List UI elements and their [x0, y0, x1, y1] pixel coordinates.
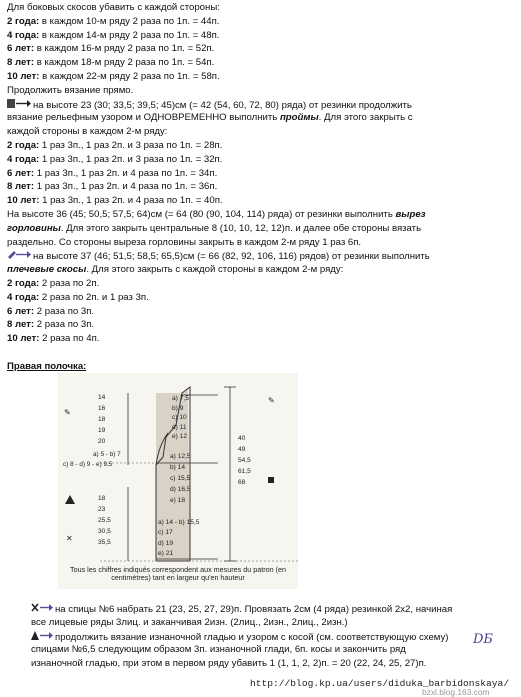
- text-segment: 1 раз 3п., 1 раз 2п. и 3 раза по 1п. = 32п.: [39, 153, 223, 165]
- square-arrow-icon: [7, 99, 31, 112]
- text-segment: в каждом 16-м ряду 2 раза по 1п. = 52п.: [34, 43, 215, 55]
- footer-url[interactable]: http://blog.kp.ua/users/diduka_barbidonskaya/: [250, 678, 510, 689]
- text-line: [7, 319, 512, 333]
- text-segment: вырез: [395, 208, 426, 220]
- schematic-caption: Tous les chiffres indiqués correspondent aux mesures du patron (en centimètres) tant en largeur qu'en hauteur: [69, 565, 286, 583]
- text-segment: 1 раз 3п., 1 раз 2п. и 4 раза по 1п. = 34п.: [34, 167, 218, 179]
- schematic-label: 19: [98, 427, 106, 434]
- schematic-label: d) 19: [158, 539, 174, 547]
- text-line: [7, 71, 512, 85]
- text-line: [7, 140, 512, 154]
- text-segment: все лицевые ряды 3лиц. и заканчивая 2изн. (2лиц., 2изн., 2лиц., 2изн.): [31, 616, 348, 628]
- text-segment: 6 лет:: [7, 167, 35, 179]
- schematic-label: 68: [238, 479, 246, 486]
- text-segment: 8 лет:: [7, 57, 35, 69]
- schematic-label: d) 16,5: [170, 486, 191, 493]
- text-line: [7, 154, 512, 168]
- text-line: [7, 209, 512, 223]
- text-line: [7, 181, 512, 195]
- pattern-schematic: [58, 373, 298, 589]
- schematic-label: 61,5: [238, 468, 251, 475]
- schematic-label: 40: [238, 435, 246, 442]
- pencil-arrow-icon: [7, 250, 31, 263]
- schematic-label: 16: [98, 405, 106, 412]
- text-segment: 2 года:: [7, 277, 40, 289]
- text-line: [31, 658, 511, 672]
- text-segment: 2 раза по 2п. и 1 раз 3п.: [39, 291, 149, 303]
- text-segment: Продолжить вязание прямо.: [7, 84, 134, 96]
- instructions-top: [7, 2, 512, 375]
- text-line: [7, 237, 512, 251]
- text-line: [7, 2, 512, 16]
- text-line: [7, 347, 512, 361]
- schematic-label: d) 11: [172, 423, 187, 431]
- text-segment: На высоте 36 (45; 50,5; 57,5; 64)см (= 64 (80 (90, 104, 114) ряда) от резинки выполнить: [7, 208, 396, 220]
- schematic-label: a) 12,5: [170, 453, 191, 460]
- text-segment: 2 раза по 3п.: [34, 319, 95, 331]
- text-segment: раздельно. Со стороны выреза горловины закрыть в каждом 2-м ряду 1 раз 6п.: [7, 236, 362, 248]
- schematic-label: 25,5: [98, 517, 111, 524]
- triangle-marker-icon: [65, 495, 75, 504]
- text-segment: проймы: [279, 112, 319, 124]
- text-segment: . Для этого закрыть с каждой стороны в каждом 2-м ряду:: [86, 264, 344, 276]
- text-segment: 4 года:: [7, 291, 40, 303]
- cross-marker-icon: ✕: [66, 534, 73, 543]
- width-label: c) 8 - d) 9 - e) 9,5: [63, 461, 113, 468]
- text-segment: 10 лет:: [7, 333, 40, 345]
- text-segment: плечевые скосы: [7, 264, 87, 276]
- text-line: [7, 168, 512, 182]
- instructions-bottom: [31, 603, 511, 672]
- text-segment: вязание рельефным узором и ОДНОВРЕМЕННО выполнить: [7, 112, 280, 124]
- pencil-marker-icon: ✎: [64, 408, 71, 417]
- text-line: [31, 644, 511, 658]
- text-segment: 6 лет:: [7, 43, 35, 55]
- text-line: [7, 112, 512, 126]
- text-segment: 4 года:: [7, 29, 40, 41]
- text-segment: 2 года:: [7, 15, 40, 27]
- text-segment: 8 лет:: [7, 181, 35, 193]
- schematic-label: e) 18: [170, 497, 186, 504]
- text-line: [31, 617, 511, 631]
- text-segment: спицами №6,5 следующим образом 3п. изнаночной глади, 6п. косы и закончить ряд: [31, 644, 406, 656]
- text-line: [7, 264, 512, 278]
- schematic-label: 14: [98, 394, 106, 401]
- text-segment: 1 раз 3п., 1 раз 2п. и 3 раза по 1п. = 28п.: [39, 139, 223, 151]
- text-segment: изнаночной гладью, при этом в первом ряду убавить 1 (1, 1, 2, 2)п. = 20 (22, 24, 25, 27)п.: [31, 658, 427, 670]
- text-line: [7, 292, 512, 306]
- text-segment: в каждом 18-м ряду 2 раза по 1п. = 54п.: [34, 57, 215, 69]
- square-marker-icon: [268, 477, 274, 483]
- text-segment: 10 лет:: [7, 70, 40, 82]
- text-segment: 2 раза по 2п.: [39, 277, 100, 289]
- text-line: [7, 278, 512, 292]
- text-segment: 1 раз 3п., 1 раз 2п. и 4 раза по 1п. = 36п.: [34, 181, 218, 193]
- text-segment: в каждом 10-м ряду 2 раза по 1п. = 44п.: [39, 15, 220, 27]
- schematic-label: c) 17: [158, 529, 173, 537]
- text-segment: на высоте 23 (30; 33,5; 39,5; 45)см (= 42 (54, 60, 72, 80) ряда) от резинки продолжить: [33, 99, 412, 111]
- schematic-label: e) 12: [172, 433, 188, 441]
- text-segment: горловины: [7, 222, 61, 234]
- schematic-label: 30,5: [98, 528, 111, 535]
- schematic-label: c) 15,5: [170, 475, 191, 482]
- text-segment: 2 раза по 4п.: [39, 333, 100, 345]
- text-segment: . Для этого закрыть с: [318, 112, 413, 124]
- schematic-label: a) 14 - b) 15,5: [158, 519, 200, 526]
- text-line: [7, 250, 512, 264]
- signature-mark: DБ: [473, 632, 493, 647]
- text-segment: на спицы №6 набрать 21 (23, 25, 27, 29)п. Провязать 2см (4 ряда) резинкой 2х2, начиная: [55, 603, 453, 615]
- text-line: [7, 99, 512, 113]
- text-segment: 4 года:: [7, 153, 40, 165]
- schematic-label: 35,5: [98, 539, 111, 546]
- text-segment: на высоте 37 (46; 51,5; 58,5; 65,5)см (= 66 (82, 92, 106, 116) рядов) от резинки выполнить: [33, 251, 430, 263]
- schematic-label: 18: [98, 495, 106, 502]
- schematic-label: e) 21: [158, 550, 174, 558]
- text-segment: 6 лет:: [7, 305, 35, 317]
- text-line: [7, 43, 512, 57]
- watermark: bzxl.blog.163.com: [422, 687, 490, 697]
- text-segment: 2 года:: [7, 139, 40, 151]
- text-segment: Правая полочка:: [7, 360, 87, 372]
- text-segment: 10 лет:: [7, 195, 40, 207]
- text-line: [7, 85, 512, 99]
- text-segment: 2 раза по 3п.: [34, 305, 95, 317]
- text-line: [7, 223, 512, 237]
- text-segment: в каждом 22-м ряду 2 раза по 1п. = 58п.: [39, 70, 220, 82]
- text-segment: 1 раз 3п., 1 раз 2п. и 4 раза по 1п. = 40п.: [39, 195, 223, 207]
- text-segment: Для боковых скосов убавить с каждой стороны:: [7, 2, 220, 13]
- text-line: [7, 195, 512, 209]
- schematic-label: 20: [98, 438, 106, 445]
- text-line: [7, 126, 512, 140]
- cross-arrow-icon: [31, 603, 53, 616]
- width-label: a) 5 - b) 7: [93, 451, 121, 458]
- text-segment: . Для этого закрыть центральные 8 (10, 10, 12, 12)п. и далее обе стороны вязать: [60, 222, 422, 234]
- text-line: [7, 30, 512, 44]
- text-line: [7, 333, 512, 347]
- schematic-label: c) 10: [172, 414, 187, 422]
- text-line: [7, 57, 512, 71]
- schematic-label: 23: [98, 506, 106, 513]
- schematic-label: a) 7,5: [172, 395, 189, 402]
- text-line: [31, 631, 511, 645]
- text-line: [7, 16, 512, 30]
- text-segment: продолжить вязание изнаночной гладью и узором с косой (см. соответствующую схему): [55, 631, 449, 643]
- schematic-label: 49: [238, 446, 246, 453]
- schematic-label: b) 9: [172, 404, 184, 412]
- text-segment: в каждом 14-м ряду 2 раза по 1п. = 48п.: [39, 29, 220, 41]
- text-line: [31, 603, 511, 617]
- text-segment: 8 лет:: [7, 319, 35, 331]
- text-segment: каждой стороны в каждом 2-м ряду:: [7, 126, 168, 138]
- pencil-marker-right-icon: ✎: [268, 396, 275, 405]
- schematic-label: 54,5: [238, 457, 251, 464]
- text-line: [7, 306, 512, 320]
- triangle-arrow-icon: [31, 631, 53, 644]
- schematic-label: 18: [98, 416, 106, 423]
- schematic-label: b) 14: [170, 464, 186, 471]
